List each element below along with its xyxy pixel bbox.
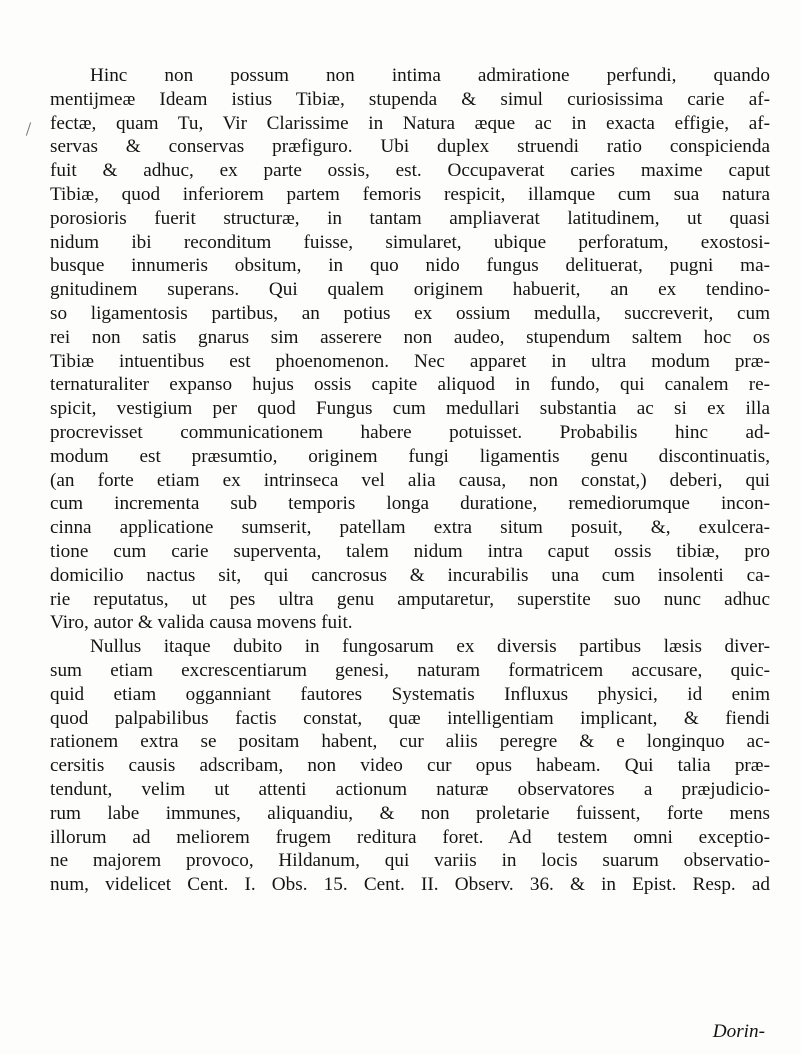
text-line: Tibiæ, quod inferiorem partem femoris respicit, illamque cum sua natura bbox=[50, 183, 770, 205]
text-line: fectæ, quam Tu, Vir Clarissime in Natura æque ac in exacta effigie, af- bbox=[50, 112, 770, 134]
text-line: rationem extra se positam habent, cur aliis peregre & e longinquo ac- bbox=[50, 731, 770, 753]
text-line: quod palpabilibus factis constat, quæ intelligentiam implicant, & fiendi bbox=[50, 707, 770, 729]
text-line: rei non satis gnarus sim asserere non audeo, stupendum saltem hoc os bbox=[50, 326, 770, 348]
text-line: procrevisset communicationem habere potuisset. Probabilis hinc ad- bbox=[50, 421, 770, 443]
text-line: ternaturaliter expanso hujus ossis capite aliquod in fundo, qui canalem re- bbox=[50, 374, 770, 396]
text-line: cinna applicatione sumserit, patellam extra situm posuit, &, exulcera- bbox=[50, 517, 770, 539]
text-line: spicit, vestigium per quod Fungus cum medullari substantia ac si ex illa bbox=[50, 398, 770, 420]
text-line: nidum ibi reconditum fuisse, simularet, ubique perforatum, exostosi- bbox=[50, 231, 770, 253]
text-line: so ligamentosis partibus, an potius ex ossium medulla, succreverit, cum bbox=[50, 302, 770, 324]
text-line: Nullus itaque dubito in fungosarum ex diversis partibus læsis diver- bbox=[90, 636, 770, 658]
text-line: rie reputatus, ut pes ultra genu amputaretur, superstite suo nunc adhuc bbox=[50, 588, 770, 610]
margin-mark bbox=[26, 122, 31, 136]
text-line: illorum ad meliorem frugem reditura foret. Ad testem omni exceptio- bbox=[50, 826, 770, 848]
text-line: Tibiæ intuentibus est phoenomenon. Nec apparet in ultra modum præ- bbox=[50, 350, 770, 372]
text-line: cersitis causis adscribam, non video cur opus habeam. Qui talia præ- bbox=[50, 755, 770, 777]
text-line: tione cum carie superventa, talem nidum intra caput ossis tibiæ, pro bbox=[50, 540, 770, 562]
text-line: fuit & adhuc, ex parte ossis, est. Occupaverat caries maxime caput bbox=[50, 160, 770, 182]
catchword: Dorin- bbox=[712, 1021, 765, 1042]
text-line: gnitudinem superans. Qui qualem originem habuerit, an ex tendino- bbox=[50, 279, 770, 301]
text-line: rum labe immunes, aliquandiu, & non proletarie fuissent, forte mens bbox=[50, 802, 770, 824]
text-line: Viro, autor & valida causa movens fuit. bbox=[50, 612, 353, 634]
text-line: num, videlicet Cent. I. Obs. 15. Cent. II. Observ. 36. & in Epist. Resp. ad bbox=[50, 874, 770, 896]
text-line: tendunt, velim ut attenti actionum naturæ observatores a præjudicio- bbox=[50, 778, 770, 800]
text-line: mentijmeæ Ideam istius Tibiæ, stupenda & simul curiosissima carie af- bbox=[50, 88, 770, 110]
text-line: busque innumeris obsitum, in quo nido fungus delituerat, pugni ma- bbox=[50, 255, 770, 277]
text-line: porosioris fuerit structuræ, in tantam ampliaverat latitudinem, ut quasi bbox=[50, 207, 770, 229]
text-line: (an forte etiam ex intrinseca vel alia causa, non constat,) deberi, qui bbox=[50, 469, 770, 491]
text-line: cum incrementa sub temporis longa duratione, remediorumque incon- bbox=[50, 493, 770, 515]
text-line: sum etiam excrescentiarum genesi, naturam formatricem accusare, quic- bbox=[50, 659, 770, 681]
text-line: modum est præsumtio, originem fungi ligamentis genu discontinuatis, bbox=[50, 445, 770, 467]
text-line: ne majorem provoco, Hildanum, qui variis in locis suarum observatio- bbox=[50, 850, 770, 872]
text-line: domicilio nactus sit, qui cancrosus & incurabilis una cum insolenti ca- bbox=[50, 564, 770, 586]
body-text bbox=[50, 64, 770, 897]
text-line: servas & conservas præfiguro. Ubi duplex struendi ratio conspicienda bbox=[50, 136, 770, 158]
text-line: quid etiam ogganniant fautores Systematis Influxus physici, id enim bbox=[50, 683, 770, 705]
text-line: Hinc non possum non intima admiratione perfundi, quando bbox=[90, 65, 770, 86]
